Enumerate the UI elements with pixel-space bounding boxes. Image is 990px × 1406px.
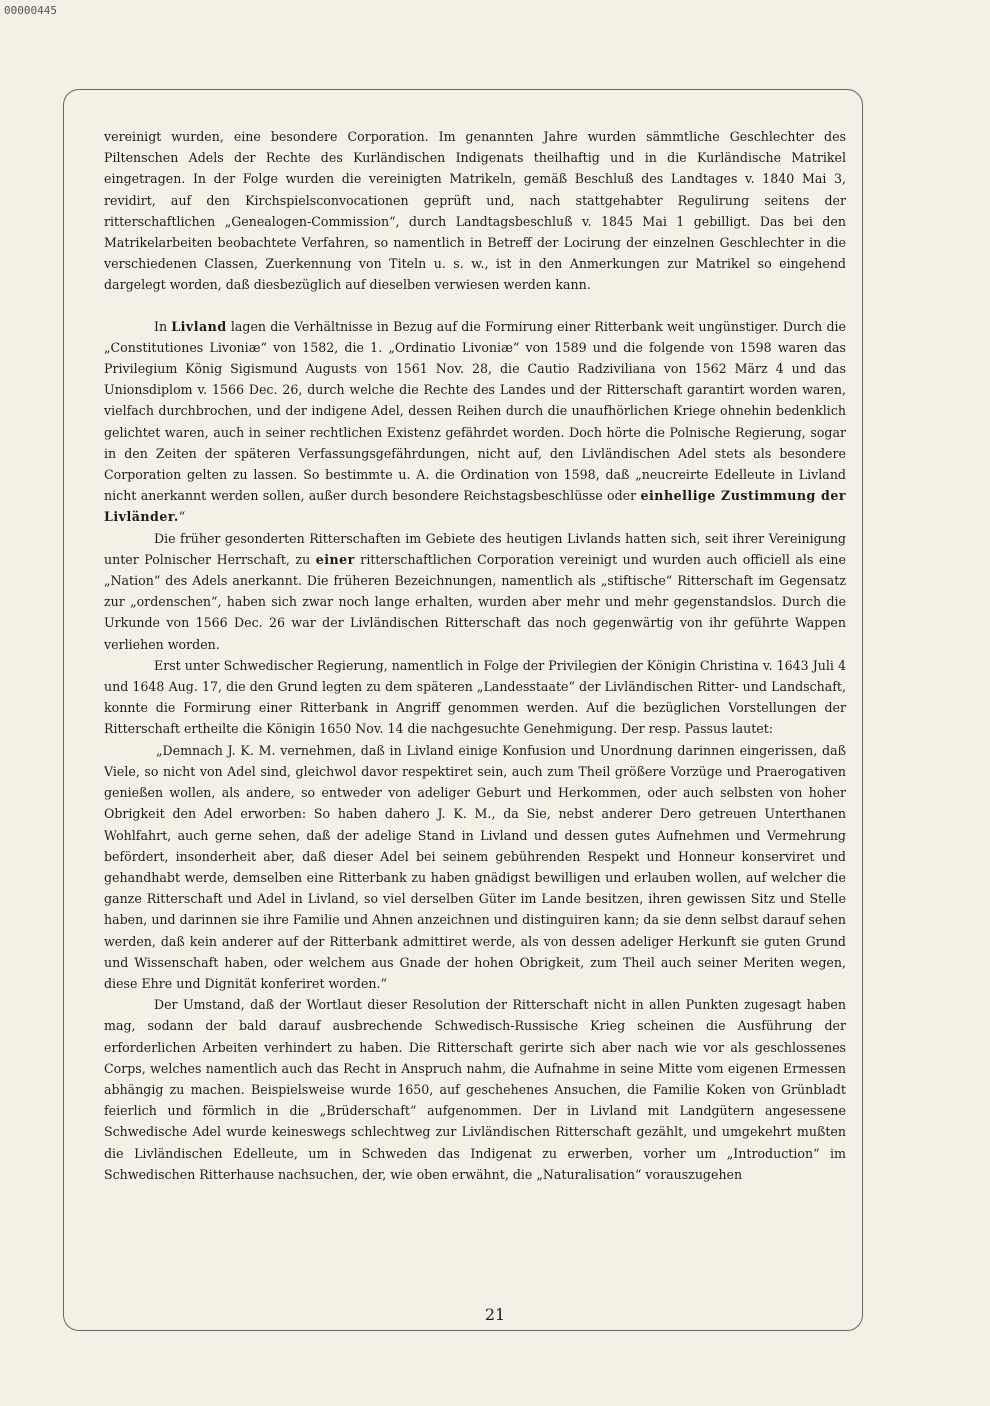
text-run: In xyxy=(154,318,172,334)
emphasized-text: einer xyxy=(315,551,355,567)
paragraph xyxy=(104,316,846,528)
text-run: “ xyxy=(178,509,186,525)
text-run: Der Umstand, daß der Wortlaut dieser Resolution der Ritterschaft nicht in allen Punkten zugesagt haben mag, sodann der bald darauf ausbrechende Schwedisch-Russische Krieg scheinen die Ausführung der erforderlichen Arbeiten verhindert zu haben. Die Ritterschaft gerirte sich aber nach wie vor als geschlossenes Corps, welches namentlich auch das Recht in Anspruch nahm, die Aufnahme in seine Mitte vom eigenen Ermessen abhängig zu machen. Beispielsweise wurde 1650, auf geschehenes Ansuchen, die Familie Koken von Grünbladt feierlich und förmlich in die „Brüderschaft“ aufgenommen. Der in Livland mit Landgütern angesessene Schwedische Adel wurde keineswegs schlechtweg zur Livländischen Ritterschaft gezählt, und umgekehrt mußten die Livländischen Edelleute, um in Schweden das Indigenat zu erwerben, vorher um „Introduction“ im Schwedischen Ritterhause nachsuchen, der, wie oben erwähnt, die „Naturalisation“ vorauszugehen xyxy=(104,997,846,1182)
paragraph xyxy=(104,126,846,296)
emphasized-text: Livland xyxy=(171,318,227,334)
text-run: Erst unter Schwedischer Regierung, namentlich in Folge der Privilegien der Königin Christina v. 1643 Juli 4 und 1648 Aug. 17, die den Grund legten zu dem späteren „Landesstaate“ der Livländischen Ritter- und Landschaft, konnte die Formirung einer Ritterbank in Angriff genommen werden. Auf die bezüglichen Vorstellungen der Ritterschaft ertheilte die Königin 1650 Nov. 14 die nachgesuchte Genehmigung. Der resp. Passus lautet: xyxy=(104,657,846,737)
paragraph xyxy=(104,740,846,994)
paragraph xyxy=(104,528,846,655)
paragraph xyxy=(104,994,846,1185)
text-run: „Demnach J. K. M. vernehmen, daß in Livland einige Konfusion und Unordnung darinnen eingerissen, daß Viele, so nicht von Adel sind, gleichwol davor respektiret sein, auch zum Theil größere Vorzüge und Praerogativen genießen wollen, als andere, so entweder von adeliger Geburt und Herkommen, oder auch selbsten von hoher Obrigkeit den Adel erworben: So haben dahero J. K. M., da Sie, nebst anderer Dero getreuen Unterthanen Wohlfahrt, auch gerne sehen, daß der adelige Stand in Livland und dessen gutes Aufnehmen und Vermehrung befördert, insonderheit aber, daß dieser Adel bei seinem gebührenden Respekt und Honneur konserviret und gehandhabt werde, demselben eine Ritterbank zu haben gnädigst bewilligen und erlauben wollen, auf welcher die ganze Ritterschaft und Adel in Livland, so viel derselben Güter im Lande besitzen, ihren gewissen Sitz und Stelle haben, und darinnen sie ihre Familie und Ahnen anzeichnen und distinguiren kann; da sie denn selbst darauf sehen werden, daß kein anderer auf der Ritterbank admittiret werde, als von dessen adeliger Herkunft sie guten Grund und Wissenschaft haben, oder welchem aus Gnade der hohen Obrigkeit, zum Theil auch seiner Meriten wegen, diese Ehre und Dignität konferiret worden.“ xyxy=(104,742,846,991)
text-run: lagen die Verhältnisse in Bezug auf die Formirung einer Ritterbank weit ungünstiger. Durch die „Constitutiones Livoniæ“ von 1582, die 1. „Ordinatio Livoniæ“ von 1589 und die folgende von 1598 waren das Privilegium König Sigismund Augusts von 1561 Nov. 28, die Cautio Radziviliana von 1562 März 4 und das Unionsdiplom v. 1566 Dec. 26, durch welche die Rechte des Landes und der Ritterschaft garantirt worden waren, vielfach durchbrochen, und der indigene Adel, dessen Reihen durch die unaufhörlichen Kriege ohnehin bedenklich gelichtet waren, auch in seiner rechtlichen Existenz gefährdet worden. Doch hörte die Polnische Regierung, sogar in den Zeiten der späteren Verfassungsgefährdungen, nicht auf, den Livländischen Adel stets als besondere Corporation gelten zu lassen. So bestimmte u. A. die Ordination von 1598, daß „neucreirte Edelleute in Livland nicht anerkannt werden sollen, außer durch besondere Reichstagsbeschlüsse oder xyxy=(104,318,846,504)
page-number: 21 xyxy=(484,1305,506,1324)
body-text xyxy=(104,126,846,1185)
text-run: ritterschaftlichen Corporation vereinigt und wurden auch officiell als eine „Nation“ des Adels anerkannt. Die früheren Bezeichnungen, namentlich als „stiftische“ Ritterschaft im Gegensatz zur „ordenschen“, haben sich zwar noch lange erhalten, wurden aber mehr und mehr gegenstandslos. Durch die Urkunde von 1566 Dec. 26 war der Livländischen Ritterschaft das noch gegenwärtig von ihr geführte Wappen verliehen worden. xyxy=(104,551,846,652)
text-run: Die früher gesonderten Ritterschaften im Gebiete des heutigen Livlands hatten sich, seit ihrer Vereinigung unter Polnischer Herrschaft, zu xyxy=(104,530,846,567)
emphasized-text: einhellige Zustimmung der Livländer. xyxy=(104,488,847,525)
paragraph xyxy=(104,655,846,740)
scan-id-label: 00000445 xyxy=(4,4,57,17)
text-run: vereinigt wurden, eine besondere Corporation. Im genannten Jahre wurden sämmtliche Geschlechter des Piltenschen Adels der Rechte des Kurländischen Indigenats theilhaftig und in die Kurländische Matrikel eingetragen. In der Folge wurden die vereinigten Matrikeln, gemäß Beschluß des Landtages v. 1840 Mai 3, revidirt, auf den Kirchspielsconvocationen geprüft und, nach stattgehabter Regulirung seitens der ritterschaftlichen „Genealogen-Commission“, durch Landtagsbeschluß v. 1845 Mai 1 gebilligt. Das bei den Matrikelarbeiten beobachtete Verfahren, so namentlich in Betreff der Locirung der einzelnen Geschlechter in die verschiedenen Classen, Zuerkennung von Titeln u. s. w., ist in den Anmerkungen zur Matrikel so eingehend dargelegt worden, daß diesbezüglich auf dieselben verwiesen werden kann. xyxy=(104,129,846,293)
